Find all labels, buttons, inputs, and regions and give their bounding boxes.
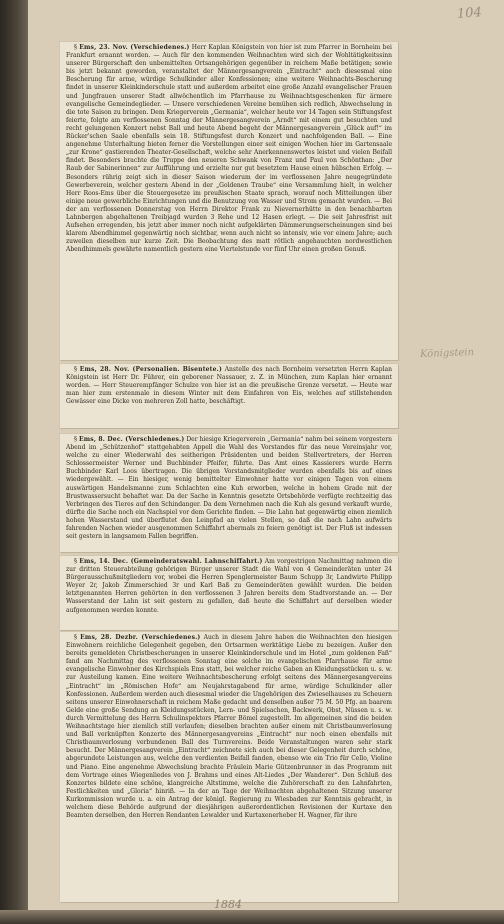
newspaper-clipping-2: [60, 364, 398, 428]
clipping-body: Herr Kaplan Königstein von hier ist zum Pfarrer in Bornheim bei Frankfurt ernannt worden. — Auch für den kommenden Weihnachten wird sich der Wohltätigkeitssinn unserer Bürgerschaft den unbemittelten Ortsangehörigen gegenüber in reichem Maße betätigen; sowie bis jetzt bekannt geworden, veranstaltet der Männergesangverein „Eintracht“ auch diesesmal eine Bescherung für arme, würdige Schulkinder aller Konfessionen; eine weitere Weihnachts-Bescherung findet in unserer Kleinkinderschule statt und außerdem arbeitet eine große Anzahl evangelischer Frauen und Jungfrauen unserer Stadt allwöchentlich im Pfarrhause zu Weihnachtsgeschenken für ärmere evangelische Gemeindeglieder. — Unsere verschiedenen Vereine bemühen sich redlich, Abwechselung in die tote Saison zu bringen. Dem Kriegerverein „Germania“, welcher heute vor 14 Tagen sein Stiftungsfest feierte, folgte am verflossenen Sonntag der Männergesangverein „Arndt“ mit einem gut besuchten und recht gelungenen Konzert nebst Ball und heute Abend begeht der Männergesangverein „Glück auf!“ im Rücker'schen Saale ebenfalls sein 18. Stiftungsfest durch Konzert und nachfolgenden Ball. — Eine angenehme Unterhaltung bieten ferner die Vorstellungen einer seit einigen Wochen hier im Gartensaale „zur Krone“ gastierenden Theater-Gesellschaft, welche sehr Anerkennenswertes leistet und vielen Beifall findet. Besonders brachte die Truppe den neueren Schwank von Franz und Paul von Schönthan: „Der Raub der Sabinerinnen“ zur Aufführung und erzielte nur gut besetztem Hause einen hübschen Erfolg. — Besonders rührig zeigt sich in dieser Saison wiederum der im verflossenen Jahre neugegründete Gewerbeverein, welcher gestern Abend in der „Goldenen Traube“ eine Versammlung hielt, in welcher Herr Roos-Ems über die Steuergesetze im preußischen Staate sprach, worauf noch Mitteilungen über einige neue gewerbliche Einrichtungen und die Benutzung von Wasser und Strom gemacht wurden. — Bei der am verflossenen Donnerstag von Herrn Direktor Frank zu Nievernerhütte in den benachbarten Lahnbergen abgehaltenen Treibjagd wurden 3 Rehe und 12 Hasen erlegt. — Die seit Jahresfrist mit Aufsehen erregenden, bis jetzt aber immer noch nicht aufgeklärten Dämmerungserscheinungen sind bei klarem Abendhimmel gegenwärtig noch sichtbar, wenn auch nicht so intensiv, wie vor einem Jahre; auch zuweilen dieselben nur kurze Zeit. Die Beobachtung des matt rötlich angehauchten nordwestlichen Abendhimmels gewährte namentlich gestern eine Viertelstunde vor fünf Uhr einen großen Genuß.: [66, 44, 392, 254]
album-page-bottom-edge: [0, 910, 504, 924]
clipping-text: § Ems, 28. Nov. (Personalien. Bisentete.) Anstelle des nach Bornheim versetzten Herrn Kaplan Königstein ist Herr Dr. Führer, ein geborener Nassauer, z. Z. in München, zum Kaplan hier ernannt worden. — Herr Steuerempfänger Schulze von hier ist an die preußische Grenze versetzt. — Heute war man hier zum erstenmale in diesem Winter mit dem Einfahren von Eis, welches auf stillstehenden Gewässer eine Dicke von mehreren Zoll hatte, beschäftigt.: [66, 366, 392, 406]
clipping-heading: Ems, 8. Dec. (Verschiedenes.): [78, 436, 185, 443]
clipping-heading: Ems, 23. Nov. (Verschiedenes.): [79, 44, 190, 51]
newspaper-clipping-5: [60, 632, 398, 902]
clipping-text: § Ems, 23. Nov. (Verschiedenes.) Herr Kaplan Königstein von hier ist zum Pfarrer in Bornheim bei Frankfurt ernannt worden. — Auch für den kommenden Weihnachten wird sich der Wohltätigkeitssinn unserer Bürgerschaft den unbemittelten Ortsangehörigen gegenüber in reichem Maße betätigen; sowie bis jetzt bekannt geworden, veranstaltet der Männergesangverein „Eintracht“ auch diesesmal eine Bescherung für arme, würdige Schulkinder aller Konfessionen; eine weitere Weihnachts-Bescherung findet in unserer Kleinkinderschule statt und außerdem arbeitet eine große Anzahl evangelischer Frauen und Jungfrauen unserer Stadt allwöchentlich im Pfarrhause zu Weihnachtsgeschenken für ärmere evangelische Gemeindeglieder. — Unsere verschiedenen Vereine bemühen sich redlich, Abwechselung in die tote Saison zu bringen. Dem Kriegerverein „Germania“, welcher heute vor 14 Tagen sein Stiftungsfest feierte, folgte am verflossenen Sonntag der Männergesangverein „Arndt“ mit einem gut besuchten und recht gelungenen Konzert nebst Ball und heute Abend begeht der Männergesangverein „Glück auf!“ im Rücker'schen Saale ebenfalls sein 18. Stiftungsfest durch Konzert und nachfolgenden Ball. — Eine angenehme Unterhaltung bieten ferner die Vorstellungen einer seit einigen Wochen hier im Gartensaale „zur Krone“ gastierenden Theater-Gesellschaft, welche sehr Anerkennenswertes leistet und vielen Beifall findet. Besonders brachte die Truppe den neueren Schwank von Franz und Paul von Schönthan: „Der Raub der Sabinerinnen“ zur Aufführung und erzielte nur gut besetztem Hause einen hübschen Erfolg. — Besonders rührig zeigt sich in dieser Saison wiederum der im verflossenen Jahre neugegründete Gewerbeverein, welcher gestern Abend in der „Goldenen Traube“ eine Versammlung hielt, in welcher Herr Roos-Ems über die Steuergesetze im preußischen Staate sprach, worauf noch Mitteilungen über einige neue gewerbliche Einrichtungen und die Benutzung von Wasser und Strom gemacht wurden. — Bei der am verflossenen Donnerstag von Herrn Direktor Frank zu Nievernerhütte in den benachbarten Lahnbergen abgehaltenen Treibjagd wurden 3 Rehe und 12 Hasen erlegt. — Die seit Jahresfrist mit Aufsehen erregenden, bis jetzt aber immer noch nicht aufgeklärten Dämmerungserscheinungen sind bei klarem Abendhimmel gegenwärtig noch sichtbar, wenn auch nicht so intensiv, wie vor einem Jahre; auch zuweilen dieselben nur kurze Zeit. Die Beobachtung des matt rötlich angehauchten nordwestlichen Abendhimmels gewährte namentlich gestern eine Viertelstunde vor fünf Uhr einen großen Genuß.: [66, 44, 392, 254]
clipping-text: § Ems, 28. Dezbr. (Verschiedenes.) Auch in diesem Jahre haben die Weihnachten den hiesigen Einwohnern reichliche Gelegenheit gegeben, den Ortsarmen werktätige Liebe zu bezeigen. Außer den bereits gemeldeten Christbescherungen in unserer Kleinkinderschule und im Hotel „zum goldenen Faß“ fand am Nachmittag des verflossenen Sonntag eine solche im evangelischen Pfarrhause für arme evangelische Einwohner des Kirchspiels Ems statt, bei welcher reiche Gaben an Kleidungsstücken u. s. w. zur Austeilung kamen. Eine weitere Weihnachtsbescherung erfolgt seitens des Männergesangvereins „Eintracht“ im „Römischen Hofe“ am Neujahrstagabend für arme, würdige Schulkinder aller Konfessionen. Außerdem werden auch diesesmal wieder die Ungehörigen des Zwieselhauses zu Scheuern seitens unserer Einwohnerschaft in reichem Maße gedacht und denselben außer 75 M. 50 Pfg. an baarem Gelde eine große Sendung an Kleidungsstücken, Lern- und Spielsachen, Backwerk, Obst, Nüssen u. s. w. durch Vermittelung des Herrn Schulinspektors Pfarrer Bömel zugestellt. Im allgemeinen sind die beiden Weihnachtstage hier ziemlich still verlaufen; dieselben brachten außer einem mit Christbaumverlosung und Ball verknüpften Konzerte des Männergesangvereins „Eintracht“ nur noch einen ebenfalls mit Christbaumverlosung verbundenen Ball des Turnvereins. Beide Veranstaltungen waren sehr stark besucht. Der Männergesangverein „Eintracht“ zeichnete sich auch bei dieser Gelegenheit durch schöne, abgerundete Leistungen aus, welche den verdienten Beifall fanden, ebenso wie ein Trio für Cello, Violine und Piano. Eine angenehme Abwechslung brachte Fräulein Marie Gützenbrunner in das Programm mit dem Vortrage eines Wiegenliedes von J. Brahms und eines Alt-Liedes „Der Wanderer“. Den Schluß des Konzertes bildete eine schöne, klangreiche Altstimme, welche die Zuhörerschaft zu den Lahnfahrten, Festlichkeiten und „Gloria“ hinriß. — In der an Tage der Weihnachten abgehaltenen Sitzung unserer Kurkommission wurde u. a. ein Antrag der königl. Regierung zu Wiesbaden zur Kenntnis gebracht, in welchem diese Behörde aufgrund der diesjährigen außerordentlichen Revisionen der Kurtaxe den Beamten derselben, den Herren Rendanten Lewalder und Kurtaxenerheber H. Wagner, für ihre: [66, 634, 392, 820]
album-page-edge: [0, 0, 28, 924]
clipping-body: Anstelle des nach Bornheim versetzten Herrn Kaplan Königstein ist Herr Dr. Führer, ein geborener Nassauer, z. Z. in München, zum Kaplan hier ernannt worden. — Herr Steuerempfänger Schulze von hier ist an die preußische Grenze versetzt. — Heute war man hier zum erstenmale in diesem Winter mit dem Einfahren von Eis, welches auf stillstehenden Gewässer eine Dicke von mehreren Zoll hatte, beschäftigt.: [66, 366, 392, 406]
margin-name-note: Königstein: [419, 347, 475, 360]
clipping-text: § Ems, 14. Dec. (Gemeinderatswahl. Lahnschiffahrt.) Am vorgestrigen Nachmittag nahmen die zur dritten Steuerabteilung gehörigen Bürger unserer Stadt die Wahl von 4 Gemeinderäten unter 24 Bürgerausschußmitgliedern vor, wobei die Herren Spenglermeister Baum Schupp 3r, Landwirte Philipp Weyer 2r, Jakob Zimmerschied 3r und Karl Baß zu Gemeinderäten gewählt wurden. Die beiden letztgenannten Herren gehörten in den verflossenen 3 Jahren bereits dem Stadtvorstande an. — Der Wasserstand der Lahn ist seit gestern zu gefallen, daß heute die Schiffahrt auf derselben wieder aufgenommen werden konnte.: [66, 558, 392, 614]
newspaper-clipping-3: [60, 434, 398, 552]
clipping-body: Der hiesige Kriegerverein „Germania“ nahm bei seinem vorgestern Abend im „Schützenhof“ stattgehabten Appell die Wahl des Vorstandes für das neue Vereinsjahr vor, welche zu einer Wiederwahl des seitherigen Präsidenten und beiden Stellvertreters, der Herren Schlossermeister Werner und Buchbinder Pfeifer, führte. Das Amt eines Kassierers wurde Herrn Buchbinder Karl Loos übertragen. Die übrigen Vorstandsmitglieder wurden ebenfalls bis auf eines wiedergewählt. — Ein hiesiger, wenig bemittelter Einwohner hatte vor einigen Tagen von einem auswärtigen Handelsmanne zum Schlachten eine Kuh erworben, welche in hohem Grade mit der Brustwassersucht behaftet war. Da der Sache in Kenntnis gesetzte Ortsbehörde verfügte rechtzeitig das Verbringen des Tieres auf den Schindanger. Da dem Vernehmen nach die Kuh als gesund verkauft wurde, dürfte die Sache noch ein Nachspiel vor dem Gerichte finden. — Die Lahn hat gegenwärtig einen ziemlich hohen Wasserstand und überflutet den Leinpfad an vielen Stellen, so daß die nach Lahn aufwärts fahrenden Nachen wieder ausgenommen Schiffahrt abermals zu feiern genötigt ist. Der Fluß ist indessen seit gestern in langsamem Fallen begriffen.: [66, 436, 392, 541]
clipping-body: Auch in diesem Jahre haben die Weihnachten den hiesigen Einwohnern reichliche Gelegenheit gegeben, den Ortsarmen werktätige Liebe zu bezeigen. Außer den bereits gemeldeten Christbescherungen in unserer Kleinkinderschule und im Hotel „zum goldenen Faß“ fand am Nachmittag des verflossenen Sonntag eine solche im evangelischen Pfarrhause für arme evangelische Einwohner des Kirchspiels Ems statt, bei welcher reiche Gaben an Kleidungsstücken u. s. w. zur Austeilung kamen. Eine weitere Weihnachtsbescherung erfolgt seitens des Männergesangvereins „Eintracht“ im „Römischen Hofe“ am Neujahrstagabend für arme, würdige Schulkinder aller Konfessionen. Außerdem werden auch diesesmal wieder die Ungehörigen des Zwieselhauses zu Scheuern seitens unserer Einwohnerschaft in reichem Maße gedacht und denselben außer 75 M. 50 Pfg. an baarem Gelde eine große Sendung an Kleidungsstücken, Lern- und Spielsachen, Backwerk, Obst, Nüssen u. s. w. durch Vermittelung des Herrn Schulinspektors Pfarrer Bömel zugestellt. Im allgemeinen sind die beiden Weihnachtstage hier ziemlich still verlaufen; dieselben brachten außer einem mit Christbaumverlosung und Ball verknüpften Konzerte des Männergesangvereins „Eintracht“ nur noch einen ebenfalls mit Christbaumverlosung verbundenen Ball des Turnvereins. Beide Veranstaltungen waren sehr stark besucht. Der Männergesangverein „Eintracht“ zeichnete sich auch bei dieser Gelegenheit durch schöne, abgerundete Leistungen aus, welche den verdienten Beifall fanden, ebenso wie ein Trio für Cello, Violine und Piano. Eine angenehme Abwechslung brachte Fräulein Marie Gützenbrunner in das Programm mit dem Vortrage eines Wiegenliedes von J. Brahms und eines Alt-Liedes „Der Wanderer“. Den Schluß des Konzertes bildete eine schöne, klangreiche Altstimme, welche die Zuhörerschaft zu den Lahnfahrten, Festlichkeiten und „Gloria“ hinriß. — In der an Tage der Weihnachten abgehaltenen Sitzung unserer Kurkommission wurde u. a. ein Antrag der königl. Regierung zu Wiesbaden zur Kenntnis gebracht, in welchem diese Behörde aufgrund der diesjährigen außerordentlichen Revisionen der Kurtaxe den Beamten derselben, den Herren Rendanten Lewalder und Kurtaxenerheber H. Wagner, für ihre: [66, 634, 392, 820]
clipping-text: § Ems, 8. Dec. (Verschiedenes.) Der hiesige Kriegerverein „Germania“ nahm bei seinem vorgestern Abend im „Schützenhof“ stattgehabten Appell die Wahl des Vorstandes für das neue Vereinsjahr vor, welche zu einer Wiederwahl des seitherigen Präsidenten und beiden Stellvertreters, der Herren Schlossermeister Werner und Buchbinder Pfeifer, führte. Das Amt eines Kassierers wurde Herrn Buchbinder Karl Loos übertragen. Die übrigen Vorstandsmitglieder wurden ebenfalls bis auf eines wiedergewählt. — Ein hiesiger, wenig bemittelter Einwohner hatte vor einigen Tagen von einem auswärtigen Handelsmanne zum Schlachten eine Kuh erworben, welche in hohem Grade mit der Brustwassersucht behaftet war. Da der Sache in Kenntnis gesetzte Ortsbehörde verfügte rechtzeitig das Verbringen des Tieres auf den Schindanger. Da dem Vernehmen nach die Kuh als gesund verkauft wurde, dürfte die Sache noch ein Nachspiel vor dem Gerichte finden. — Die Lahn hat gegenwärtig einen ziemlich hohen Wasserstand und überflutet den Leinpfad an vielen Stellen, so daß die nach Lahn aufwärts fahrenden Nachen wieder ausgenommen Schiffahrt abermals zu feiern genötigt ist. Der Fluß ist indessen seit gestern in langsamem Fallen begriffen.: [66, 436, 392, 541]
clipping-body: Am vorgestrigen Nachmittag nahmen die zur dritten Steuerabteilung gehörigen Bürger unserer Stadt die Wahl von 4 Gemeinderäten unter 24 Bürgerausschußmitgliedern vor, wobei die Herren Spenglermeister Baum Schupp 3r, Landwirte Philipp Weyer 2r, Jakob Zimmerschied 3r und Karl Baß zu Gemeinderäten gewählt wurden. Die beiden letztgenannten Herren gehörten in den verflossenen 3 Jahren bereits dem Stadtvorstande an. — Der Wasserstand der Lahn ist seit gestern zu gefallen, daß heute die Schiffahrt auf derselben wieder aufgenommen werden konnte.: [66, 558, 392, 614]
clipping-heading: Ems, 28. Nov. (Personalien. Bisentete.): [79, 366, 222, 373]
year-note: 1884: [214, 898, 242, 911]
newspaper-clipping-4: [60, 556, 398, 630]
clipping-heading: Ems, 14. Dec. (Gemeinderatswahl. Lahnschiffahrt.): [79, 558, 263, 565]
newspaper-clipping-1: [60, 42, 398, 360]
page-number-note: 104: [456, 5, 483, 22]
clipping-heading: Ems, 28. Dezbr. (Verschiedenes.): [80, 634, 201, 641]
